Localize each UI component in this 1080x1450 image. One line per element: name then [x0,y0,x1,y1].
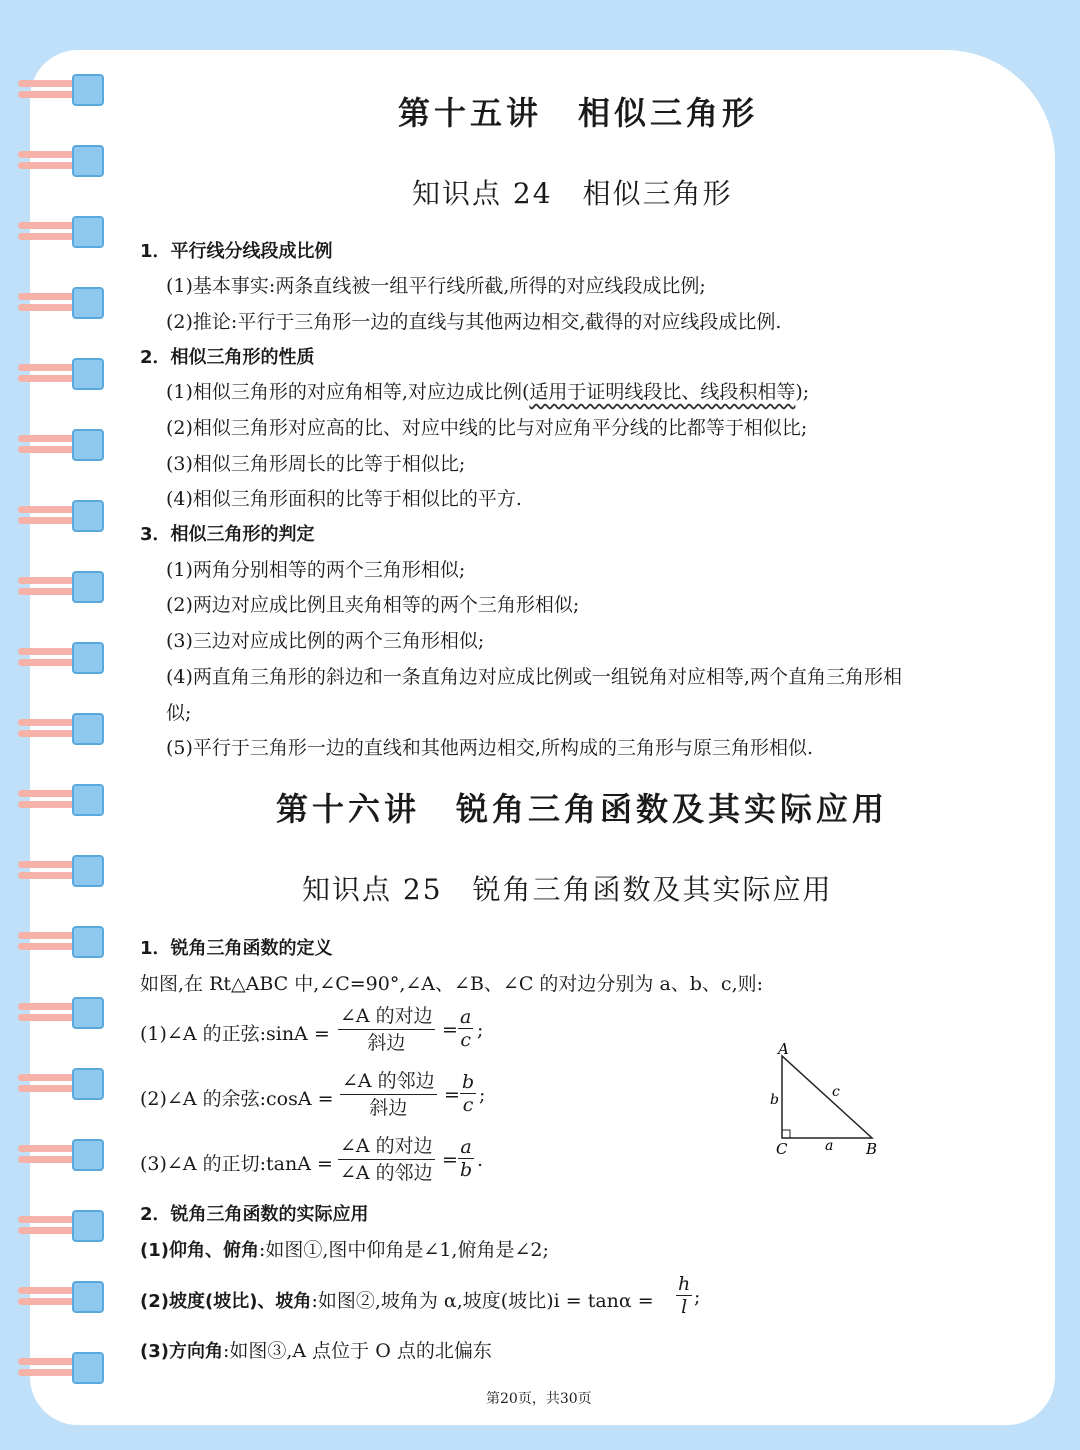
list-item: (3)相似三角形周长的比等于相似比; [166,453,466,475]
binding-ring [18,1068,106,1108]
punctuation: ; [479,1084,486,1106]
list-item: (1)基本事实:两条直线被一组平行线所截,所得的对应线段成比例; [166,275,706,297]
vertex-label-a: A [778,1040,789,1058]
term-bold: (2)坡度(坡比)、坡角 [140,1291,312,1312]
fraction-numerator: ∠A 的对边 [340,1005,433,1027]
term-bold: (1)仰角、俯角 [140,1240,259,1261]
section-heading: 3．相似三角形的判定 [140,524,315,545]
sine-definition-label: (1)∠A 的正弦:sinA = [140,1023,330,1045]
list-item [140,1336,492,1363]
punctuation: . [477,1149,484,1171]
definition-intro: 如图,在 Rt△ABC 中,∠C=90°,∠A、∠B、∠C 的对边分别为 a、b、c,则: [140,973,764,995]
right-angle-mark [782,1130,790,1138]
binding-ring [18,216,106,256]
cosine-definition-label: (2)∠A 的余弦:cosA = [140,1088,334,1110]
list-item-text: :如图③,A 点位于 O 点的北偏东 [222,1340,492,1362]
list-item [140,1235,549,1262]
fraction-denominator: c [462,1094,474,1116]
list-item-text: (1)相似三角形的对应角相等,对应边成比例( [166,381,530,403]
punch-hole [72,216,104,248]
list-item: (3)三边对应成比例的两个三角形相似; [166,630,485,652]
binding-ring [18,855,106,895]
fraction-numerator: ∠A 的邻边 [342,1070,435,1092]
binding-ring [18,358,106,398]
punch-hole [72,1068,104,1100]
punch-hole [72,358,104,390]
lecture-15-title: 第十五讲 相似三角形 [398,94,759,132]
fraction-numerator: h [678,1273,691,1295]
punch-hole [72,713,104,745]
punch-hole [72,571,104,603]
section-heading: 1．平行线分线段成比例 [140,241,333,262]
punch-hole [72,1139,104,1171]
binding-ring [18,1352,106,1392]
page-number-footer: 第20页，共30页 [486,1391,592,1407]
right-triangle-figure [762,1038,902,1168]
list-item-text: :如图①,图中仰角是∠1,俯角是∠2; [258,1239,549,1261]
list-item-text: ); [795,381,810,403]
list-item-continuation: 似; [166,702,192,724]
sine-word-fraction [338,1003,435,1056]
section-heading: 2．锐角三角函数的实际应用 [140,1204,369,1225]
fraction-numerator: a [460,1006,472,1028]
list-item: (2)推论:平行于三角形一边的直线与其他两边相交,截得的对应线段成比例. [166,311,782,333]
equals-sign: = [442,1019,458,1041]
equals-sign: = [442,1149,458,1171]
punch-hole [72,784,104,816]
slope-ratio-fraction [676,1273,692,1318]
binding-ring [18,713,106,753]
tangent-word-fraction [338,1133,435,1186]
binding-ring [18,1210,106,1250]
punch-hole [72,1210,104,1242]
wavy-emphasis: 适用于证明线段比、线段积相等 [529,381,796,403]
binding-ring [18,500,106,540]
list-item: (4)两直角三角形的斜边和一条直角边对应成比例或一组锐角对应相等,两个直角三角形相 [166,666,902,688]
cosine-word-fraction [340,1068,437,1121]
section-heading: 2．相似三角形的性质 [140,347,315,368]
term-bold: (3)方向角 [140,1341,223,1362]
list-item: (2)两边对应成比例且夹角相等的两个三角形相似; [166,594,580,616]
vertex-label-b: B [866,1140,878,1158]
tangent-definition-label: (3)∠A 的正切:tanA = [140,1153,333,1175]
punch-hole [72,855,104,887]
list-item [140,1286,654,1313]
binding-ring [18,642,106,682]
punch-hole [72,1352,104,1384]
punch-hole [72,74,104,106]
binding-ring [18,1281,106,1321]
section-heading: 1．锐角三角函数的定义 [140,938,333,959]
binding-ring [18,784,106,824]
knowledge-point-24-title: 知识点 24 相似三角形 [412,177,733,210]
punch-hole [72,642,104,674]
punch-hole [72,429,104,461]
list-item [166,377,809,404]
side-label-a: a [825,1138,834,1154]
binding-ring [18,571,106,611]
fraction-denominator: b [460,1159,473,1181]
punctuation: ; [694,1286,701,1308]
punch-hole [72,145,104,177]
binding-ring [18,1139,106,1179]
side-label-b: b [770,1092,779,1108]
fraction-numerator: b [462,1071,475,1093]
punctuation: ; [477,1019,484,1041]
punch-hole [72,926,104,958]
knowledge-point-25-title: 知识点 25 锐角三角函数及其实际应用 [302,873,833,906]
fraction-numerator: ∠A 的对边 [340,1135,433,1157]
binding-ring [18,145,106,185]
binding-ring [18,287,106,327]
binding-ring [18,997,106,1037]
fraction-numerator: a [460,1136,472,1158]
binding-ring [18,429,106,469]
cosine-ratio-fraction [460,1071,476,1116]
fraction-denominator: ∠A 的邻边 [340,1162,433,1184]
punch-hole [72,997,104,1029]
punch-hole [72,1281,104,1313]
equals-sign: = [444,1084,460,1106]
punch-hole [72,500,104,532]
list-item: (2)相似三角形对应高的比、对应中线的比与对应角平分线的比都等于相似比; [166,417,808,439]
sine-ratio-fraction [458,1006,473,1051]
fraction-denominator: c [460,1029,471,1051]
tangent-ratio-fraction [458,1136,474,1181]
triangle-outline [782,1056,872,1138]
punch-hole [72,287,104,319]
fraction-denominator: 斜边 [367,1032,406,1054]
fraction-denominator: 斜边 [369,1097,408,1119]
binding-ring [18,74,106,114]
side-label-c: c [832,1084,840,1100]
list-item: (5)平行于三角形一边的直线和其他两边相交,所构成的三角形与原三角形相似. [166,737,813,759]
list-item: (1)两角分别相等的两个三角形相似; [166,559,466,581]
lecture-16-title: 第十六讲 锐角三角函数及其实际应用 [276,790,889,828]
vertex-label-c: C [776,1140,788,1158]
binding-ring [18,926,106,966]
list-item: (4)相似三角形面积的比等于相似比的平方. [166,488,522,510]
fraction-denominator: l [681,1296,688,1318]
list-item-text: :如图②,坡角为 α,坡度(坡比)i = tanα = [311,1290,654,1312]
